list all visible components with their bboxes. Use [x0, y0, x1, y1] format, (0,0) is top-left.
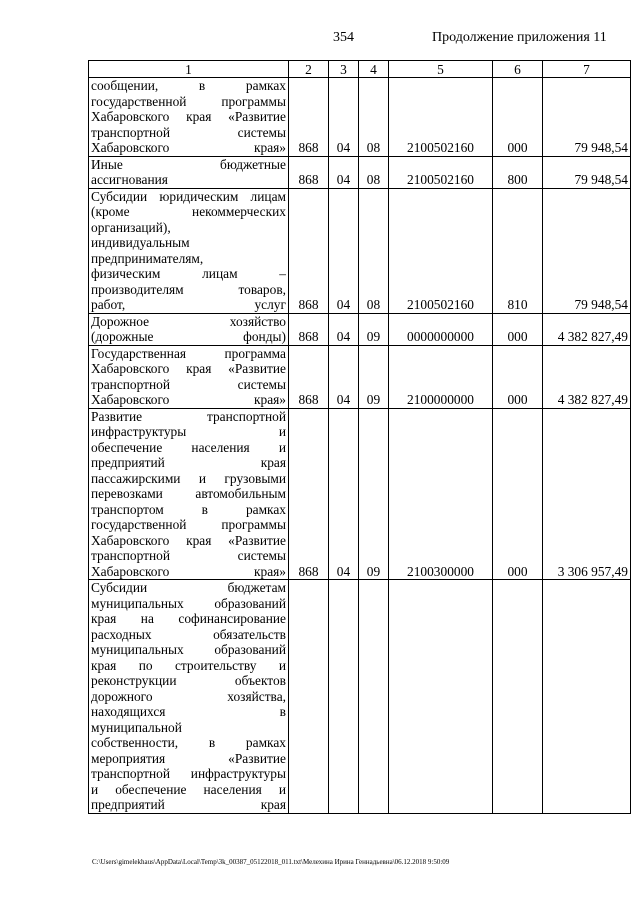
- amount-cell: 79 948,54: [543, 188, 631, 313]
- expense-type-code-cell: 000: [493, 345, 543, 408]
- row-name-line: Хабаровского края»: [91, 140, 286, 155]
- row-name-cell: [89, 580, 289, 814]
- row-name-line: инфраструктуры и: [91, 424, 286, 439]
- budget-table: [88, 60, 631, 814]
- column-header-1: 1: [89, 61, 289, 78]
- section-code-cell: 04: [329, 408, 359, 580]
- row-name-line: Иные бюджетные: [91, 156, 286, 172]
- subsection-code-cell: 09: [359, 408, 389, 580]
- row-name-line: работ, услуг: [91, 297, 286, 312]
- amount-cell: 4 382 827,49: [543, 313, 631, 345]
- row-name-line: дорожного хозяйства,: [91, 688, 286, 704]
- table-row: [89, 580, 631, 814]
- row-name-line: мероприятия «Развитие: [91, 750, 286, 766]
- row-name-line: производителям товаров,: [91, 281, 286, 297]
- row-name-line: государственной программы: [91, 517, 286, 532]
- row-name-cell: [89, 313, 289, 345]
- row-name-line: Субсидии юридическим лицам: [91, 188, 286, 204]
- department-code-cell: [289, 580, 329, 814]
- row-name-line: собственности, в рамках: [91, 735, 286, 750]
- column-header-4: 4: [359, 61, 389, 78]
- column-header-2: 2: [289, 61, 329, 78]
- row-name-cell: [89, 188, 289, 313]
- row-name-line: физическим лицам –: [91, 266, 286, 281]
- row-name-line: края на софинансирование: [91, 611, 286, 626]
- table-row: [89, 345, 631, 408]
- table-row: [89, 188, 631, 313]
- column-header-3: 3: [329, 61, 359, 78]
- amount-cell: 79 948,54: [543, 78, 631, 157]
- target-item-code-cell: 2100000000: [389, 345, 493, 408]
- subsection-code-cell: 08: [359, 188, 389, 313]
- row-name-line: обеспечение населения и: [91, 439, 286, 455]
- row-name-cell: [89, 408, 289, 580]
- row-name-line: транспортной системы: [91, 548, 286, 563]
- column-header-6: 6: [493, 61, 543, 78]
- row-name-cell: [89, 345, 289, 408]
- row-name-line: Хабаровского края «Развитие: [91, 532, 286, 548]
- row-name-line: (дорожные фонды): [91, 329, 286, 344]
- row-name-line: перевозками автомобильным: [91, 486, 286, 501]
- department-code-cell: 868: [289, 78, 329, 157]
- department-code-cell: 868: [289, 345, 329, 408]
- subsection-code-cell: [359, 580, 389, 814]
- department-code-cell: 868: [289, 188, 329, 313]
- table-row: [89, 313, 631, 345]
- table-row: [89, 156, 631, 188]
- row-name-line: транспортом в рамках: [91, 501, 286, 517]
- amount-cell: [543, 580, 631, 814]
- row-name-line: пассажирскими и грузовыми: [91, 470, 286, 486]
- expense-type-code-cell: 000: [493, 313, 543, 345]
- row-name-line: находящихся в: [91, 704, 286, 719]
- column-header-5: 5: [389, 61, 493, 78]
- amount-cell: 79 948,54: [543, 156, 631, 188]
- row-name-line: государственной программы: [91, 93, 286, 109]
- row-name-line: транспортной системы: [91, 124, 286, 140]
- target-item-code-cell: [389, 580, 493, 814]
- footer-file-path: C:\Users\gimelekhaus\AppData\Local\Temp\3k_00387_05122018_011.txt\Мелехина Ирина Геннадьевна\06.12.2018 9:50:09: [92, 858, 450, 866]
- row-name-cell: [89, 78, 289, 157]
- page-number: 354: [333, 30, 354, 45]
- row-name-line: муниципальных образований: [91, 595, 286, 611]
- section-code-cell: 04: [329, 345, 359, 408]
- row-name-line: сообщении, в рамках: [91, 78, 286, 93]
- row-name-line: Субсидии бюджетам: [91, 580, 286, 595]
- section-code-cell: 04: [329, 78, 359, 157]
- row-name-line: реконструкции объектов: [91, 673, 286, 688]
- department-code-cell: 868: [289, 408, 329, 580]
- amount-cell: 3 306 957,49: [543, 408, 631, 580]
- row-name-line: расходных обязательств: [91, 626, 286, 642]
- section-code-cell: 04: [329, 156, 359, 188]
- row-name-line: предпринимателям,: [91, 250, 204, 266]
- row-name-line: транспортной инфраструктуры: [91, 766, 286, 781]
- row-name-line: края по строительству и: [91, 657, 286, 673]
- table-header-row: [89, 61, 631, 78]
- expense-type-code-cell: [493, 580, 543, 814]
- table-row: [89, 408, 631, 580]
- subsection-code-cell: 09: [359, 313, 389, 345]
- table-row: [89, 78, 631, 157]
- table-body: [89, 78, 631, 814]
- section-code-cell: [329, 580, 359, 814]
- row-name-line: Развитие транспортной: [91, 408, 286, 424]
- subsection-code-cell: 09: [359, 345, 389, 408]
- row-name-line: муниципальных образований: [91, 642, 286, 657]
- row-name-line: индивидуальным: [91, 235, 190, 250]
- target-item-code-cell: 2100502160: [389, 156, 493, 188]
- amount-cell: 4 382 827,49: [543, 345, 631, 408]
- row-name-line: предприятий края: [91, 455, 286, 470]
- row-name-line: предприятий края: [91, 797, 286, 812]
- subsection-code-cell: 08: [359, 156, 389, 188]
- row-name-line: (кроме некоммерческих: [91, 204, 286, 219]
- expense-type-code-cell: 800: [493, 156, 543, 188]
- row-name-line: транспортной системы: [91, 376, 286, 392]
- target-item-code-cell: 2100300000: [389, 408, 493, 580]
- row-name-line: Хабаровского края «Развитие: [91, 361, 286, 376]
- row-name-line: и обеспечение населения и: [91, 781, 286, 797]
- target-item-code-cell: 2100502160: [389, 78, 493, 157]
- appendix-continuation-note: Продолжение приложения 11: [432, 30, 607, 45]
- target-item-code-cell: 2100502160: [389, 188, 493, 313]
- column-header-7: 7: [543, 61, 631, 78]
- department-code-cell: 868: [289, 313, 329, 345]
- section-code-cell: 04: [329, 188, 359, 313]
- subsection-code-cell: 08: [359, 78, 389, 157]
- row-name-line: организаций),: [91, 219, 171, 235]
- row-name-line: Хабаровского края»: [91, 392, 286, 407]
- row-name-line: Дорожное хозяйство: [91, 313, 286, 329]
- section-code-cell: 04: [329, 313, 359, 345]
- expense-type-code-cell: 000: [493, 78, 543, 157]
- target-item-code-cell: 0000000000: [389, 313, 493, 345]
- row-name-line: ассигнования: [91, 172, 168, 187]
- department-code-cell: 868: [289, 156, 329, 188]
- row-name-cell: [89, 156, 289, 188]
- row-name-line: Хабаровского края»: [91, 563, 286, 579]
- row-name-line: Хабаровского края «Развитие: [91, 109, 286, 124]
- row-name-line: муниципальной: [91, 719, 182, 735]
- row-name-line: Государственная программа: [91, 345, 286, 361]
- expense-type-code-cell: 000: [493, 408, 543, 580]
- expense-type-code-cell: 810: [493, 188, 543, 313]
